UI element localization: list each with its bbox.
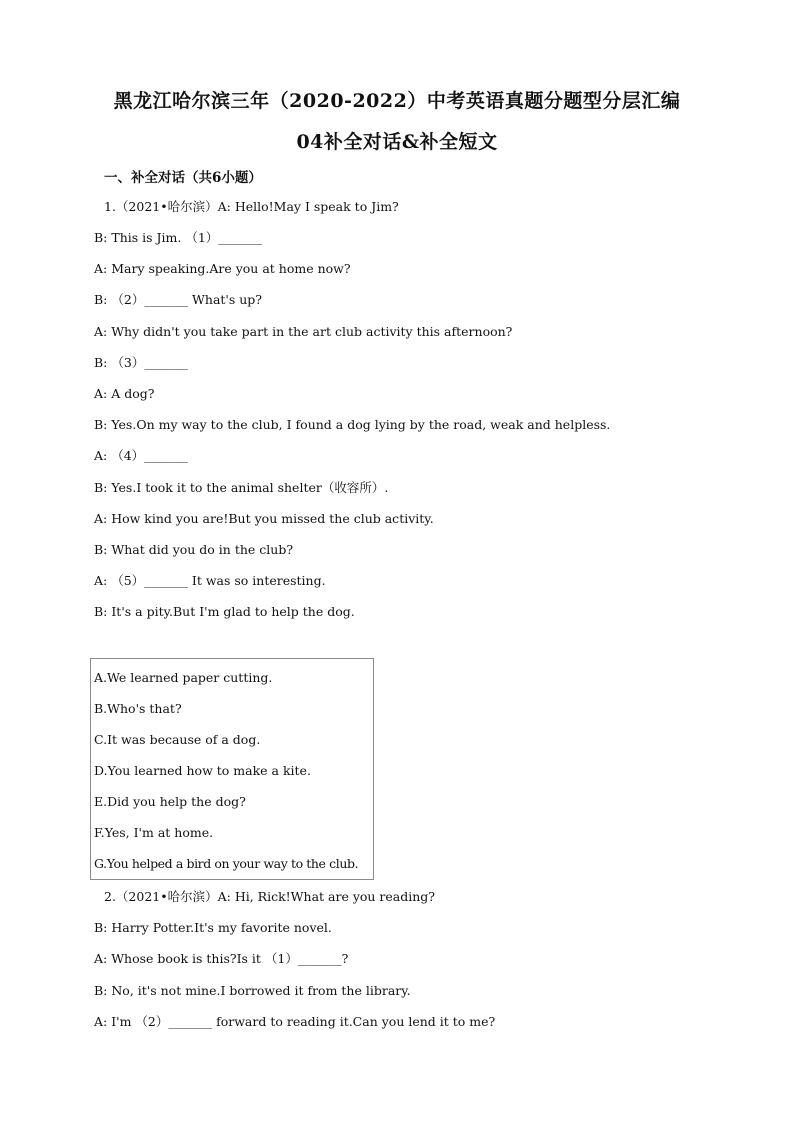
dialogue-line: B: Yes.On my way to the club, I found a dog lying by the road, weak and helpless. — [94, 417, 611, 432]
dialogue-line: A: Mary speaking.Are you at home now? — [94, 261, 351, 276]
dialogue-line: A: （5）_______ It was so interesting. — [94, 573, 326, 588]
option-item: B.Who's that? — [94, 701, 182, 716]
options-box — [90, 658, 374, 880]
option-item: C.It was because of a dog. — [94, 732, 261, 747]
option-item: A.We learned paper cutting. — [94, 670, 273, 685]
dialogue-line: A: （4）_______ — [94, 448, 188, 463]
dialogue-line: A: I'm （2）_______ forward to reading it.Can you lend it to me? — [94, 1014, 496, 1029]
dialogue-line: A: Why didn't you take part in the art club activity this afternoon? — [94, 324, 513, 339]
dialogue-line: B: Yes.I took it to the animal shelter（收容所）. — [94, 480, 389, 495]
option-item: F.Yes, I'm at home. — [94, 825, 214, 840]
dialogue-line: A: Whose book is this?Is it （1）_______? — [94, 951, 349, 966]
option-item: D.You learned how to make a kite. — [94, 763, 311, 778]
dialogue-line: B: It's a pity.But I'm glad to help the dog. — [94, 604, 355, 619]
dialogue-line: B: Harry Potter.It's my favorite novel. — [94, 920, 332, 935]
document-title-line1: 黑龙江哈尔滨三年（2020-2022）中考英语真题分题型分层汇编 — [113, 90, 681, 112]
dialogue-line: B: （3）_______ — [94, 355, 189, 370]
question1-header: 1.（2021•哈尔滨）A: Hello!May I speak to Jim? — [104, 199, 399, 214]
option-item: E.Did you help the dog? — [94, 794, 246, 809]
dialogue-line: A: How kind you are!But you missed the club activity. — [94, 511, 434, 526]
question2-header: 2.（2021•哈尔滨）A: Hi, Rick!What are you reading? — [104, 889, 436, 904]
dialogue-line: B: （2）_______ What's up? — [94, 292, 262, 307]
dialogue-line: B: No, it's not mine.I borrowed it from the library. — [94, 983, 411, 998]
document-title-line2: 04补全对话&补全短文 — [296, 131, 498, 153]
dialogue-line: A: A dog? — [94, 386, 155, 401]
option-item: G.You helped a bird on your way to the club. — [94, 856, 359, 871]
dialogue-line: B: This is Jim. （1）_______ — [94, 230, 263, 245]
dialogue-line: B: What did you do in the club? — [94, 542, 294, 557]
section-heading: 一、补全对话（共6小题） — [104, 170, 262, 186]
